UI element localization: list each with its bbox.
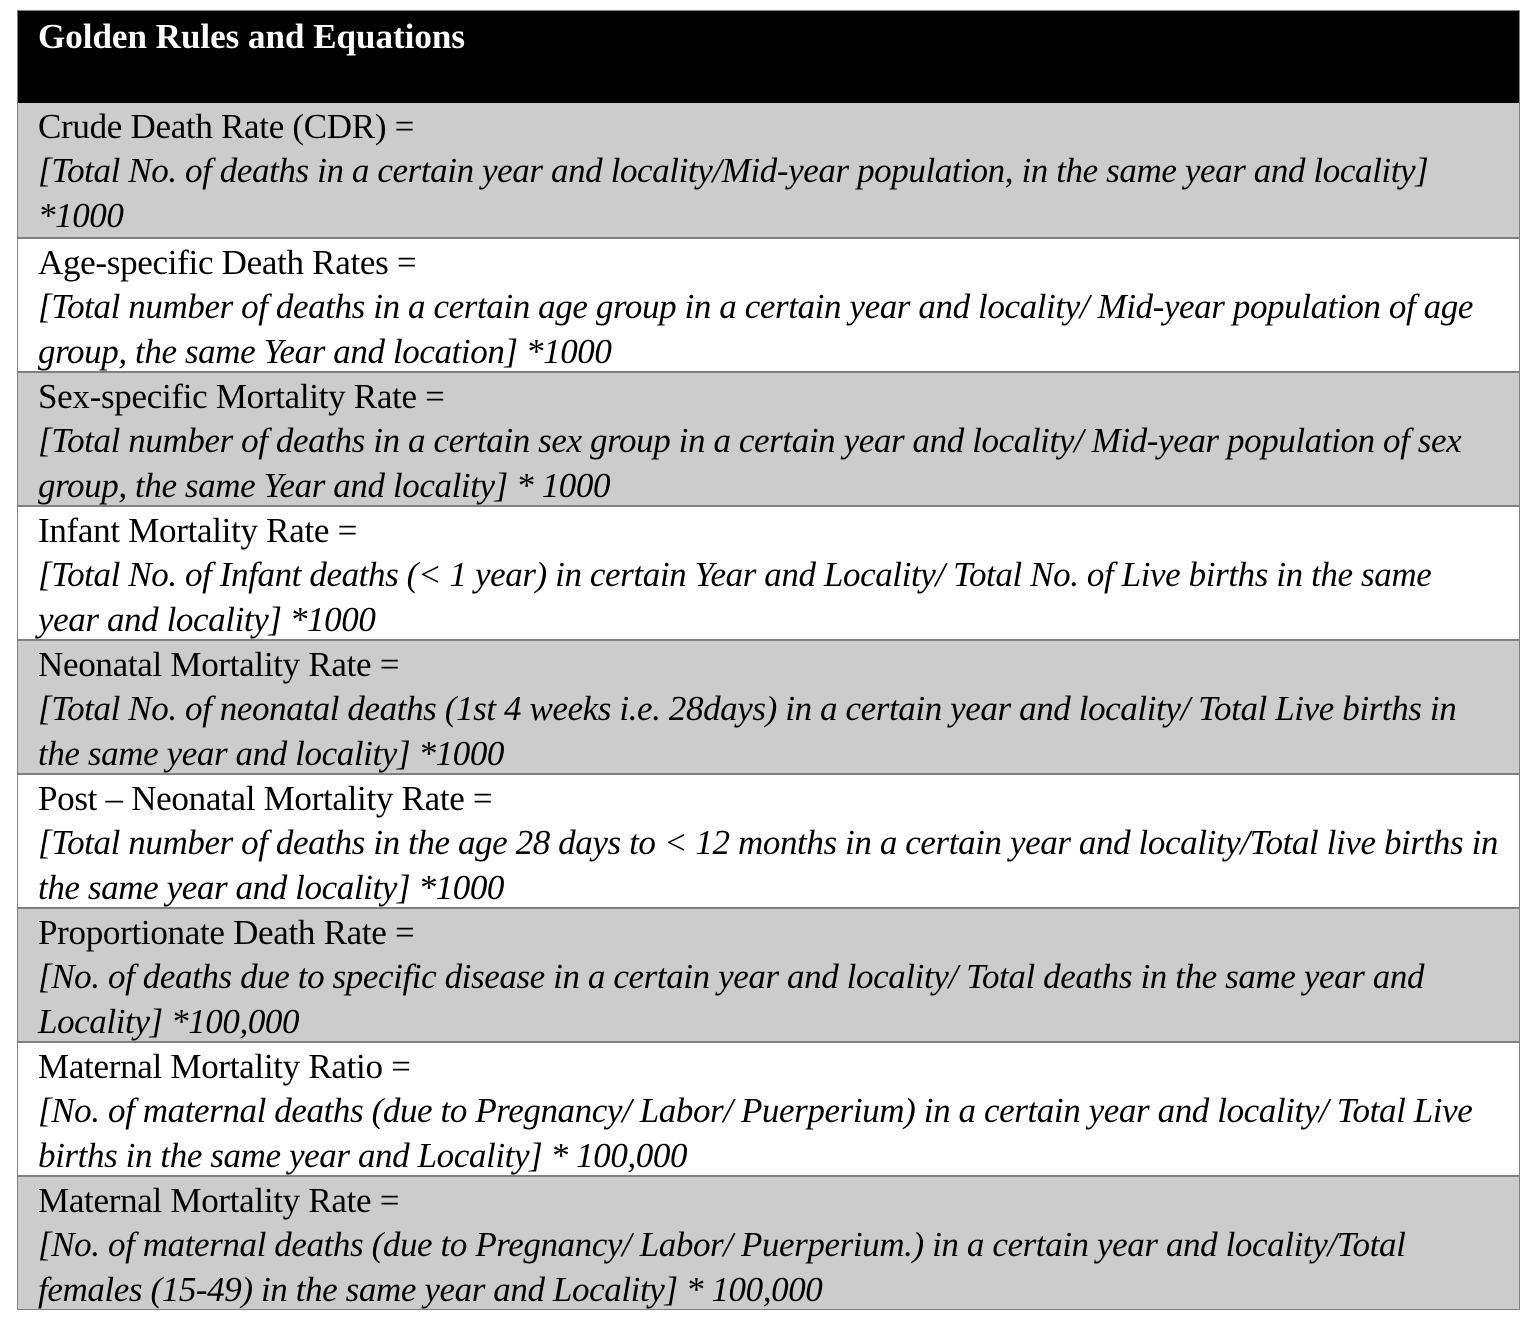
term-label: Age-specific Death Rates = (38, 243, 417, 282)
formula-text: [Total number of deaths in a certain age group in a certain year and locality/ Mid-year population of age group, the same Year and location] *1000 (38, 287, 1473, 371)
table-row-sex-specific-mortality-rate (18, 371, 1519, 505)
formula-text: [Total number of deaths in a certain sex group in a certain year and locality/ Mid-year population of sex group, the same Year and locality] * 1000 (38, 421, 1462, 505)
formula-text: [No. of deaths due to specific disease in a certain year and locality/ Total deaths in the same year and Locality] *100,000 (38, 957, 1425, 1041)
term-label: Post – Neonatal Mortality Rate = (38, 779, 493, 818)
table-row-crude-death-rate (18, 103, 1519, 237)
formula-text: [Total number of deaths in the age 28 days to < 12 months in a certain year and locality/Total live births in the same year and locality] *1000 (38, 823, 1499, 907)
formula-text: [No. of maternal deaths (due to Pregnancy/ Labor/ Puerperium) in a certain year and locality/ Total Live births in the same year and Locality] * 100,000 (38, 1091, 1473, 1175)
table-row-post-neonatal-mortality-rate (18, 773, 1519, 907)
table-row-age-specific-death-rates (18, 237, 1519, 371)
golden-rules-table (17, 10, 1520, 1310)
term-label: Infant Mortality Rate = (38, 511, 358, 550)
term-label: Crude Death Rate (CDR) = (38, 107, 415, 146)
term-label: Maternal Mortality Ratio = (38, 1047, 411, 1086)
table-row-neonatal-mortality-rate (18, 639, 1519, 773)
table-row-maternal-mortality-rate (18, 1175, 1519, 1309)
term-label: Sex-specific Mortality Rate = (38, 377, 445, 416)
term-label: Maternal Mortality Rate = (38, 1181, 400, 1220)
term-label: Proportionate Death Rate = (38, 913, 415, 952)
formula-text: [Total No. of deaths in a certain year and locality/Mid-year population, in the same year and locality] *1000 (38, 151, 1429, 235)
term-label: Neonatal Mortality Rate = (38, 645, 400, 684)
table-header (18, 11, 1519, 103)
table-row-proportionate-death-rate (18, 907, 1519, 1041)
formula-text: [Total No. of Infant deaths (< 1 year) in certain Year and Locality/ Total No. of Live births in the same year and locality] *1000 (38, 555, 1432, 639)
formula-text: [No. of maternal deaths (due to Pregnancy/ Labor/ Puerperium.) in a certain year and locality/Total females (15-49) in the same year and Locality] * 100,000 (38, 1225, 1406, 1309)
table-title: Golden Rules and Equations (38, 17, 465, 56)
formula-text: [Total No. of neonatal deaths (1st 4 weeks i.e. 28days) in a certain year and locality/ Total Live births in the same year and locality] *1000 (38, 689, 1457, 773)
table-row-infant-mortality-rate (18, 505, 1519, 639)
table-row-maternal-mortality-ratio (18, 1041, 1519, 1175)
